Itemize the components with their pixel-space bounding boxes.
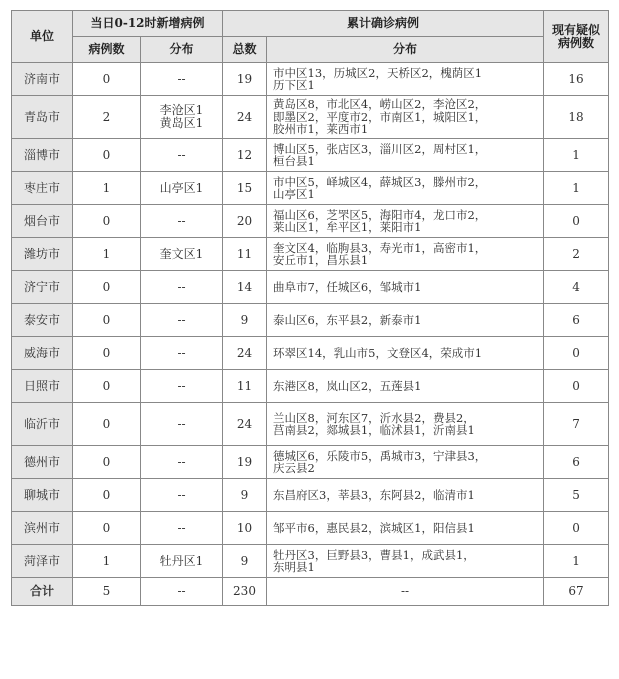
table-row (12, 370, 609, 403)
cum-total-cell: 15 (223, 172, 267, 205)
table-body (12, 63, 609, 578)
new-count-cell: 0 (73, 205, 141, 238)
city-cell: 威海市 (12, 337, 73, 370)
table-row (12, 337, 609, 370)
cum-distribution-cell: 泰山区6，东平县2，新泰市1 (267, 304, 544, 337)
cum-total-cell: 24 (223, 403, 267, 446)
new-count-cell: 0 (73, 370, 141, 403)
cum-distribution-cell: 东港区8，岚山区2，五莲县1 (267, 370, 544, 403)
city-cell: 聊城市 (12, 479, 73, 512)
total-new: 5 (73, 578, 141, 606)
cum-distribution-cell: 东昌府区3，莘县3，东阿县2，临清市1 (267, 479, 544, 512)
cum-distribution-cell: 曲阜市7，任城区6，邹城市1 (267, 271, 544, 304)
suspected-cell: 0 (544, 512, 609, 545)
header-unit: 单位 (12, 11, 73, 63)
cum-total-cell: 19 (223, 446, 267, 479)
cum-distribution-cell: 德城区6，乐陵市5，禹城市3，宁津县3， 庆云县2 (267, 446, 544, 479)
table-row (12, 304, 609, 337)
new-distribution-cell: 李沧区1 黄岛区1 (141, 96, 223, 139)
total-cum-dist: -- (267, 578, 544, 606)
cum-distribution-cell: 博山区5，张店区3，淄川区2，周村区1， 桓台县1 (267, 139, 544, 172)
header-cum-total: 总数 (223, 37, 267, 63)
cum-distribution-cell: 市中区5，峄城区4，薛城区3，滕州市2， 山亭区1 (267, 172, 544, 205)
cum-distribution-cell: 黄岛区8，市北区4，崂山区2，李沧区2， 即墨区2，平度市2，市南区1，城阳区1， 胶州市1，莱西市1 (267, 96, 544, 139)
new-distribution-cell: 牡丹区1 (141, 545, 223, 578)
city-cell: 泰安市 (12, 304, 73, 337)
table-row (12, 545, 609, 578)
new-count-cell: 0 (73, 63, 141, 96)
cum-distribution-cell: 奎文区4，临朐县3，寿光市1，高密市1， 安丘市1，昌乐县1 (267, 238, 544, 271)
city-cell: 青岛市 (12, 96, 73, 139)
city-cell: 济南市 (12, 63, 73, 96)
new-count-cell: 2 (73, 96, 141, 139)
cum-total-cell: 24 (223, 337, 267, 370)
table-row (12, 139, 609, 172)
table-row (12, 238, 609, 271)
table-row (12, 512, 609, 545)
city-cell: 菏泽市 (12, 545, 73, 578)
table-row (12, 271, 609, 304)
suspected-cell: 16 (544, 63, 609, 96)
city-cell: 淄博市 (12, 139, 73, 172)
new-distribution-cell: 奎文区1 (141, 238, 223, 271)
new-distribution-cell: -- (141, 403, 223, 446)
cum-total-cell: 9 (223, 304, 267, 337)
cum-distribution-cell: 牡丹区3，巨野县3，曹县1，成武县1， 东明县1 (267, 545, 544, 578)
cases-table (11, 10, 609, 606)
suspected-cell: 6 (544, 446, 609, 479)
cum-total-cell: 9 (223, 545, 267, 578)
cum-distribution-cell: 环翠区14，乳山市5，文登区4，荣成市1 (267, 337, 544, 370)
suspected-cell: 0 (544, 370, 609, 403)
city-cell: 日照市 (12, 370, 73, 403)
header-cum-distribution: 分布 (267, 37, 544, 63)
suspected-cell: 5 (544, 479, 609, 512)
table-row (12, 205, 609, 238)
city-cell: 烟台市 (12, 205, 73, 238)
cum-total-cell: 14 (223, 271, 267, 304)
cum-distribution-cell: 市中区13，历城区2，天桥区2，槐荫区1 历下区1 (267, 63, 544, 96)
new-count-cell: 0 (73, 403, 141, 446)
new-count-cell: 0 (73, 479, 141, 512)
suspected-cell: 0 (544, 337, 609, 370)
cum-total-cell: 11 (223, 370, 267, 403)
total-row (12, 578, 609, 606)
new-distribution-cell: -- (141, 205, 223, 238)
new-count-cell: 1 (73, 545, 141, 578)
cum-total-cell: 24 (223, 96, 267, 139)
total-cum: 230 (223, 578, 267, 606)
suspected-cell: 4 (544, 271, 609, 304)
new-distribution-cell: -- (141, 512, 223, 545)
city-cell: 济宁市 (12, 271, 73, 304)
total-suspected: 67 (544, 578, 609, 606)
new-count-cell: 1 (73, 238, 141, 271)
header-new-count: 病例数 (73, 37, 141, 63)
cum-distribution-cell: 兰山区8，河东区7，沂水县2，费县2， 莒南县2，郯城县1，临沭县1，沂南县1 (267, 403, 544, 446)
table-row (12, 172, 609, 205)
suspected-cell: 1 (544, 139, 609, 172)
cum-total-cell: 9 (223, 479, 267, 512)
suspected-cell: 2 (544, 238, 609, 271)
suspected-cell: 7 (544, 403, 609, 446)
new-distribution-cell: 山亭区1 (141, 172, 223, 205)
cum-distribution-cell: 福山区6，芝罘区5，海阳市4，龙口市2， 莱山区1，牟平区1，莱阳市1 (267, 205, 544, 238)
new-count-cell: 0 (73, 304, 141, 337)
suspected-cell: 6 (544, 304, 609, 337)
suspected-cell: 0 (544, 205, 609, 238)
header-new-cases: 当日0-12时新增病例 (73, 11, 223, 37)
table-row (12, 446, 609, 479)
table-row (12, 479, 609, 512)
cum-total-cell: 11 (223, 238, 267, 271)
city-cell: 枣庄市 (12, 172, 73, 205)
cum-total-cell: 10 (223, 512, 267, 545)
new-distribution-cell: -- (141, 63, 223, 96)
city-cell: 潍坊市 (12, 238, 73, 271)
new-distribution-cell: -- (141, 271, 223, 304)
suspected-cell: 1 (544, 172, 609, 205)
cum-total-cell: 19 (223, 63, 267, 96)
new-count-cell: 0 (73, 337, 141, 370)
table-row (12, 403, 609, 446)
city-cell: 临沂市 (12, 403, 73, 446)
new-count-cell: 0 (73, 446, 141, 479)
cum-total-cell: 20 (223, 205, 267, 238)
city-cell: 德州市 (12, 446, 73, 479)
suspected-cell: 18 (544, 96, 609, 139)
header-cumulative: 累计确诊病例 (223, 11, 544, 37)
total-label: 合计 (12, 578, 73, 606)
new-distribution-cell: -- (141, 370, 223, 403)
new-count-cell: 0 (73, 512, 141, 545)
new-distribution-cell: -- (141, 446, 223, 479)
table-row (12, 63, 609, 96)
cum-total-cell: 12 (223, 139, 267, 172)
new-count-cell: 0 (73, 139, 141, 172)
table-row (12, 96, 609, 139)
new-distribution-cell: -- (141, 139, 223, 172)
new-distribution-cell: -- (141, 304, 223, 337)
suspected-cell: 1 (544, 545, 609, 578)
new-count-cell: 0 (73, 271, 141, 304)
new-count-cell: 1 (73, 172, 141, 205)
new-distribution-cell: -- (141, 479, 223, 512)
city-cell: 滨州市 (12, 512, 73, 545)
cum-distribution-cell: 邹平市6，惠民县2，滨城区1，阳信县1 (267, 512, 544, 545)
header-new-distribution: 分布 (141, 37, 223, 63)
total-new-dist: -- (141, 578, 223, 606)
header-suspected: 现有疑似 病例数 (544, 11, 609, 63)
new-distribution-cell: -- (141, 337, 223, 370)
table-container (11, 10, 608, 606)
